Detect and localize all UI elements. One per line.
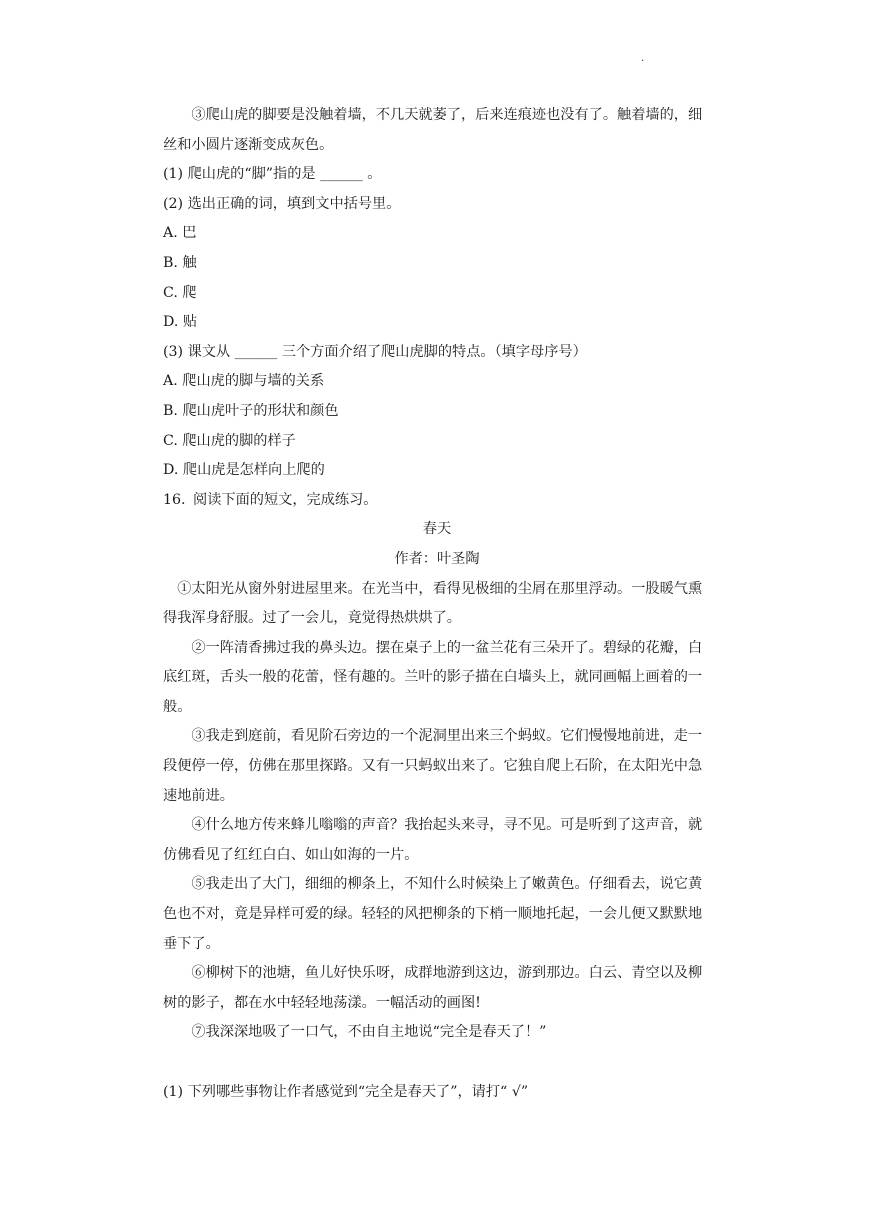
option-d: D. 贴 bbox=[163, 314, 198, 331]
question-1: (1) 爬山虎的“脚”指的是 ______ 。 bbox=[163, 166, 382, 183]
question-2: (2) 选出正确的词，填到文中括号里。 bbox=[163, 195, 401, 212]
passage-paragraph: ⑥柳树下的池塘，鱼儿好快乐呀，成群地游到这边，游到那边。白云、青空以及柳树的影子，都在水中轻轻地荡漾。一幅活动的画图! bbox=[163, 965, 703, 1011]
document-content bbox=[163, 101, 711, 1107]
passage-paragraph-3: ③爬山虎的脚要是没触着墙，不几天就萎了，后来连痕迹也没有了。触着墙的，细丝和小圆片逐渐变成灰色。 bbox=[163, 107, 703, 153]
question-3: (3) 课文从 ______ 三个方面介绍了爬山虎脚的特点。（填字母序号） bbox=[163, 343, 587, 360]
option-c: C. 爬 bbox=[163, 284, 197, 301]
option-c: C. 爬山虎的脚的样子 bbox=[163, 432, 296, 449]
passage-paragraph: ④什么地方传来蜂儿嗡嗡的声音？我抬起头来寻，寻不见。可是听到了这声音，就仿佛看见了红红白白、如山如海的一片。 bbox=[163, 817, 703, 863]
header-dot: . bbox=[641, 53, 645, 64]
blank-line bbox=[163, 1048, 711, 1078]
passage-paragraph: ①太阳光从窗外射进屋里来。在光当中，看得见极细的尘屑在那里浮动。一股暖气熏得我浑身舒服。过了一会儿，竟觉得热烘烘了。 bbox=[163, 580, 703, 627]
passage-paragraph: ②一阵清香拂过我的鼻头边。摆在桌子上的一盆兰花有三朵开了。碧绿的花瓣，白底红斑，舌头一般的花蕾，怪有趣的。兰叶的影子描在白墙头上，就同画幅上画着的一般。 bbox=[163, 639, 703, 715]
option-a: A. 巴 bbox=[163, 225, 197, 242]
question-number: 16. bbox=[163, 491, 186, 508]
sub-question-1: (1) 下列哪些事物让作者感觉到“完全是春天了”，请打“ √” bbox=[163, 1083, 529, 1100]
passage-paragraph: ③我走到庭前，看见阶石旁边的一个泥洞里出来三个蚂蚁。它们慢慢地前进，走一段便停一停，仿佛在那里探路。又有一只蚂蚁出来了。它独自爬上石阶，在太阳光中急速地前进。 bbox=[163, 728, 703, 804]
question-prompt: 阅读下面的短文，完成练习。 bbox=[193, 491, 378, 508]
option-b: B. 爬山虎叶子的形状和颜色 bbox=[163, 402, 339, 419]
passage-paragraph: ⑦我深深地吸了一口气，不由自主地说“完全是春天了！” bbox=[191, 1024, 547, 1041]
question-16-header bbox=[163, 486, 711, 516]
passage-title: 春天 bbox=[422, 521, 452, 538]
option-a: A. 爬山虎的脚与墙的关系 bbox=[163, 373, 325, 390]
option-d: D. 爬山虎是怎样向上爬的 bbox=[163, 462, 325, 479]
passage-author: 作者：叶圣陶 bbox=[394, 550, 480, 567]
option-b: B. 触 bbox=[163, 254, 197, 271]
passage-paragraph: ⑤我走出了大门，细细的柳条上，不知什么时候染上了嫩黄色。仔细看去，说它黄色也不对，竟是异样可爱的绿。轻轻的风把柳条的下梢一顺地托起，一会儿便又默默地垂下了。 bbox=[163, 876, 703, 952]
